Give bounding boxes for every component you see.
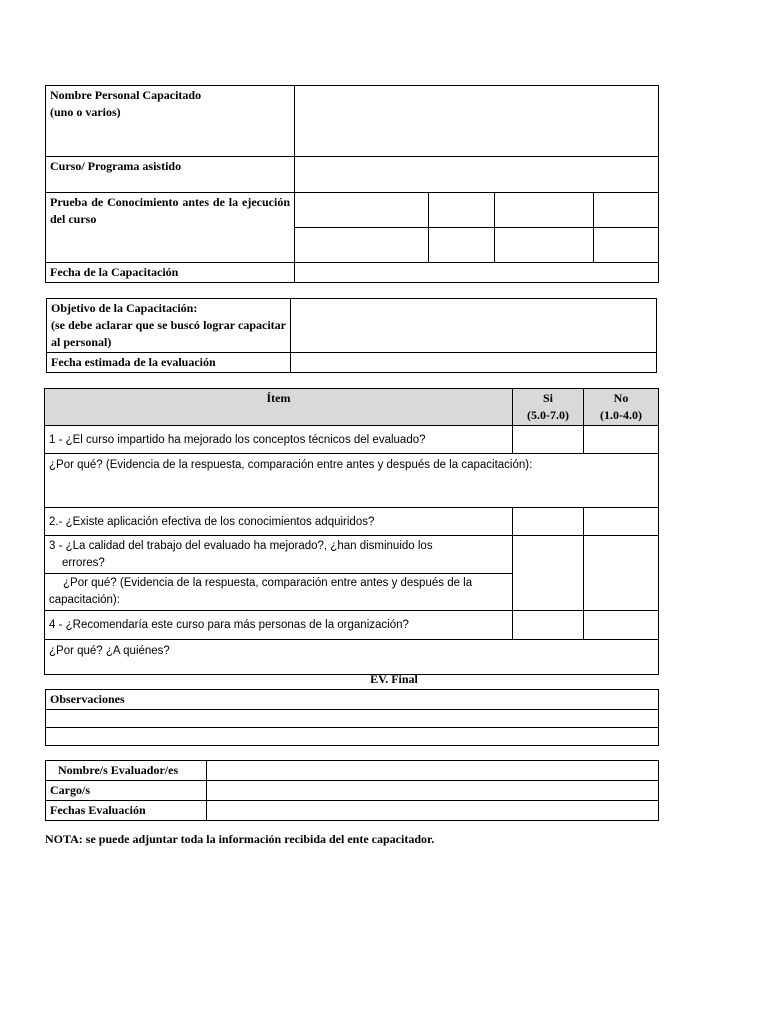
training-date-field[interactable] <box>295 263 659 283</box>
question-3 <box>45 536 513 574</box>
trainee-name-field[interactable] <box>295 86 659 157</box>
question-3-line2: errores? <box>62 557 105 569</box>
q4-si-cell[interactable] <box>513 611 584 640</box>
header-si <box>513 389 584 426</box>
q3-why-line1: ¿Por qué? (Evidencia de la respuesta, comparación entre antes y después de la <box>63 577 473 589</box>
evaluator-name-label: Nombre/s Evaluador/es <box>46 761 207 781</box>
q2-si-cell[interactable] <box>513 508 584 536</box>
pretest-cell-6[interactable] <box>429 228 495 263</box>
training-date-label: Fecha de la Capacitación <box>46 263 295 283</box>
trainee-name-label <box>46 86 295 157</box>
observations-line-1[interactable] <box>46 710 659 728</box>
q2-no-cell[interactable] <box>584 508 659 536</box>
pretest-cell-4[interactable] <box>594 193 659 228</box>
objective-field[interactable] <box>291 299 657 353</box>
question-3-line1: 3 - ¿La calidad del trabajo del evaluado ha mejorado?, ¿han disminuido los <box>49 540 433 552</box>
evaluation-dates-field[interactable] <box>207 801 659 821</box>
observations-label: Observaciones <box>46 690 659 710</box>
q4-no-cell[interactable] <box>584 611 659 640</box>
trainee-info-table <box>45 85 659 283</box>
note-text: NOTA: se puede adjuntar toda la información recibida del ente capacitador. <box>45 832 435 846</box>
pretest-cell-7[interactable] <box>495 228 594 263</box>
q3-no-cell[interactable] <box>584 536 659 611</box>
q1-no-cell[interactable] <box>584 426 659 454</box>
eval-date-label: Fecha estimada de la evaluación <box>47 353 291 373</box>
evaluator-name-field[interactable] <box>207 761 659 781</box>
evaluator-role-field[interactable] <box>207 781 659 801</box>
q1-why[interactable]: ¿Por qué? (Evidencia de la respuesta, comparación entre antes y después de la capacitación): <box>45 454 659 508</box>
header-no <box>584 389 659 426</box>
header-no-range: (1.0-4.0) <box>600 408 642 422</box>
header-si-label: Si <box>542 391 553 405</box>
header-si-range: (5.0-7.0) <box>527 408 569 422</box>
header-item: Ítem <box>45 389 513 426</box>
pretest-label: Prueba de Conocimiento antes de la ejecución del curso <box>46 193 295 263</box>
observations-table <box>45 689 659 746</box>
eval-date-field[interactable] <box>291 353 657 373</box>
pretest-cell-2[interactable] <box>429 193 495 228</box>
q4-why[interactable]: ¿Por qué? ¿A quiénes? <box>45 640 659 675</box>
objective-label-line2: (se debe aclarar que se buscó lograr capacitar al personal) <box>51 318 286 349</box>
q3-si-cell[interactable] <box>513 536 584 611</box>
objective-label-line1: Objetivo de la Capacitación: <box>51 301 198 315</box>
objective-label <box>47 299 291 353</box>
q1-si-cell[interactable] <box>513 426 584 454</box>
pretest-cell-3[interactable] <box>495 193 594 228</box>
course-field[interactable] <box>295 157 659 193</box>
trainee-name-label-line1: Nombre Personal Capacitado <box>50 88 202 102</box>
header-no-label: No <box>613 391 629 405</box>
evaluator-role-label: Cargo/s <box>46 781 207 801</box>
observations-line-2[interactable] <box>46 728 659 746</box>
evaluation-table <box>44 388 659 675</box>
ev-final-heading: EV. Final <box>370 672 418 686</box>
question-2: 2.- ¿Existe aplicación efectiva de los conocimientos adquiridos? <box>45 508 513 536</box>
q3-why-line2: capacitación): <box>49 594 120 606</box>
pretest-cell-1[interactable] <box>295 193 429 228</box>
evaluation-dates-label: Fechas Evaluación <box>46 801 207 821</box>
trainee-name-label-line2: (uno o varios) <box>50 105 121 119</box>
question-4: 4 - ¿Recomendaría este curso para más personas de la organización? <box>45 611 513 640</box>
pretest-cell-8[interactable] <box>594 228 659 263</box>
q3-why[interactable] <box>45 574 513 611</box>
evaluators-table <box>45 760 659 821</box>
pretest-cell-5[interactable] <box>295 228 429 263</box>
course-label: Curso/ Programa asistido <box>46 157 295 193</box>
objective-table <box>46 298 657 373</box>
question-1: 1 - ¿El curso impartido ha mejorado los conceptos técnicos del evaluado? <box>45 426 513 454</box>
